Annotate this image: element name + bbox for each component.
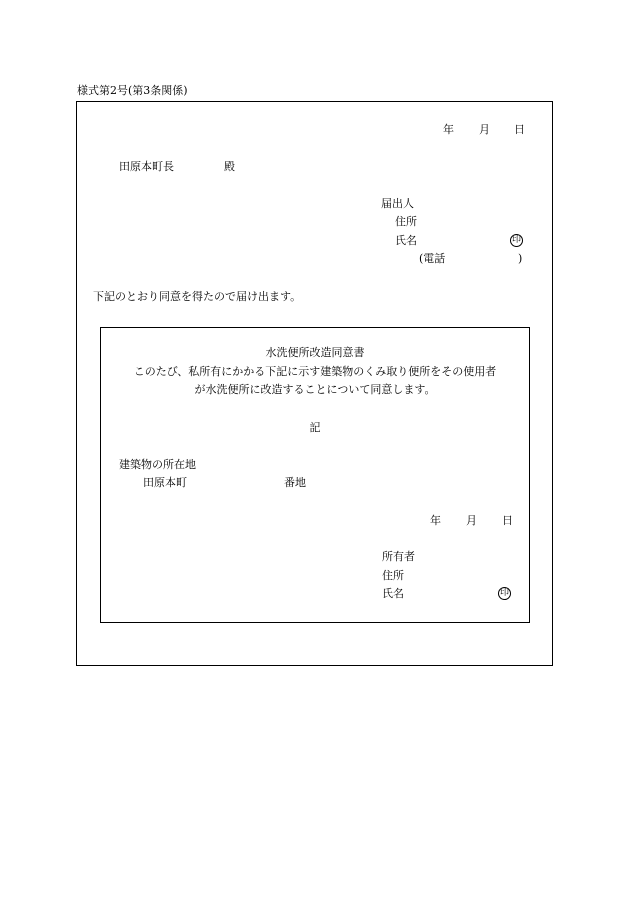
date-day: 日: [514, 123, 525, 136]
notifier-phone-open: (電話: [419, 252, 446, 265]
notifier-seal-icon: 印: [511, 235, 521, 245]
addressee-name: 田原本町長: [119, 160, 174, 173]
building-location-label: 建築物の所在地: [119, 458, 196, 471]
consent-date-year: 年: [430, 514, 441, 527]
notifier-name-label: 氏名: [395, 234, 417, 247]
owner-seal-icon: 印: [499, 588, 509, 598]
consent-date-day: 日: [502, 514, 513, 527]
notifier-title: 届出人: [381, 197, 414, 210]
consent-body-line1: このたび、私所有にかかる下記に示す建築物のくみ取り便所をその使用者: [133, 365, 497, 378]
date-month: 月: [479, 123, 490, 136]
intro-text: 下記のとおり同意を得たので届け出ます。: [93, 290, 302, 303]
form-label: 様式第2号(第3条関係): [77, 84, 188, 97]
owner-title: 所有者: [382, 550, 415, 563]
owner-name-label: 氏名: [382, 587, 404, 600]
date-year: 年: [443, 123, 454, 136]
consent-body-line2: が水洗便所に改造することについて同意します。: [194, 383, 436, 396]
consent-date-month: 月: [466, 514, 477, 527]
building-banchi: 番地: [284, 476, 306, 489]
notifier-address-label: 住所: [395, 215, 417, 228]
notifier-phone-close: ): [518, 252, 523, 265]
owner-address-label: 住所: [382, 569, 404, 582]
consent-ki: 記: [309, 421, 321, 434]
building-town: 田原本町: [143, 476, 187, 489]
consent-title: 水洗便所改造同意書: [265, 346, 365, 359]
addressee-honorific: 殿: [224, 160, 235, 173]
